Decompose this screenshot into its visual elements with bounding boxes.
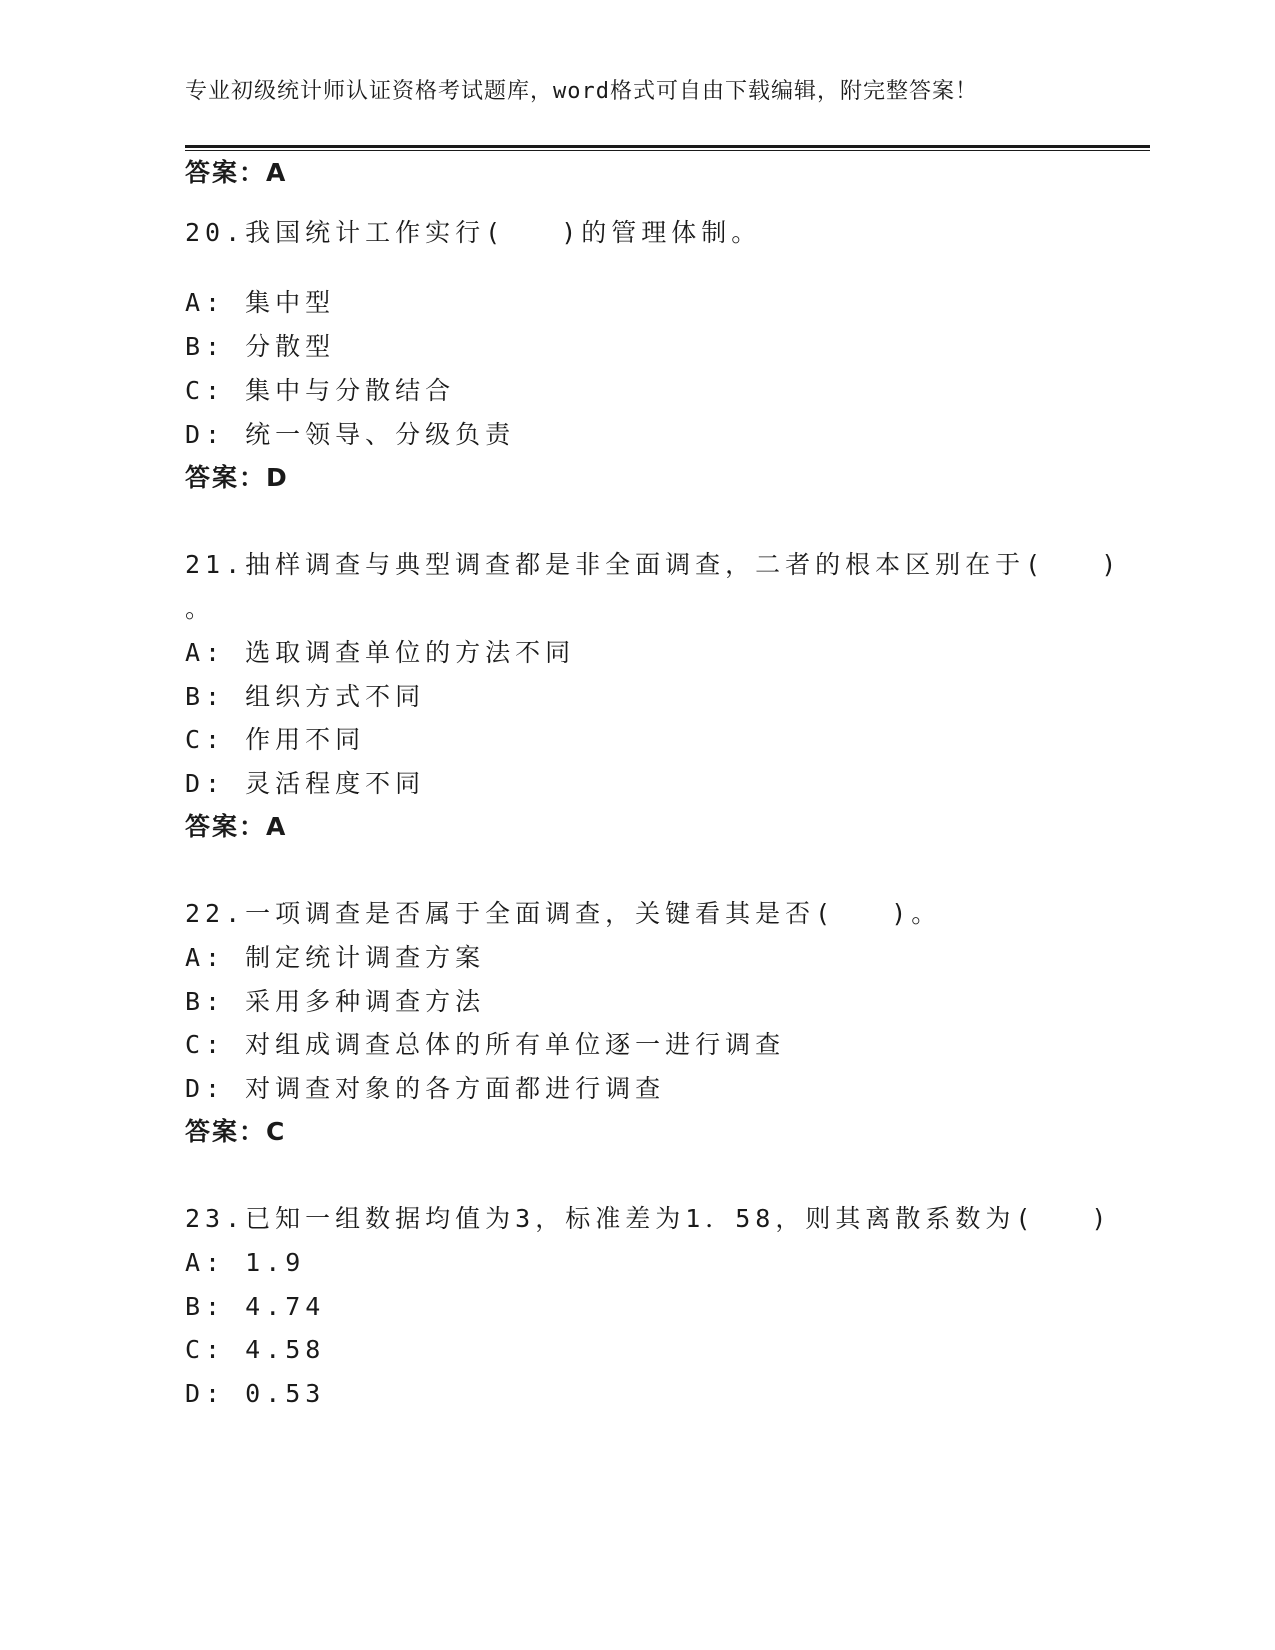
question-stem-start: 20.我国统计工作实行( [185, 218, 506, 247]
question-stem [185, 1206, 1111, 1231]
option-a: A: 制定统计调查方案 [185, 943, 486, 972]
question-stem-end: ) [1091, 1204, 1112, 1233]
option-a: A: 1.9 [185, 1248, 306, 1277]
option-b: B: 分散型 [185, 332, 336, 361]
answer-label: 答案：C [185, 1117, 287, 1146]
option-b: B: 采用多种调查方法 [185, 987, 486, 1016]
option-c: C: 作用不同 [185, 725, 366, 754]
option-d: D: 0.53 [185, 1379, 326, 1408]
option-c: C: 集中与分散结合 [185, 376, 456, 405]
question-stem [185, 220, 761, 245]
question-stem-wrap: 。 [185, 594, 216, 623]
option-c: C: 对组成调查总体的所有单位逐一进行调查 [185, 1030, 786, 1059]
question-stem [185, 552, 1121, 577]
question-stem-end: )的管理体制。 [561, 218, 762, 247]
option-a: A: 集中型 [185, 288, 336, 317]
answer-label: 答案：A [185, 812, 288, 841]
question-stem-end: )。 [891, 899, 942, 928]
option-d: D: 统一领导、分级负责 [185, 420, 516, 449]
option-d: D: 对调查对象的各方面都进行调查 [185, 1074, 666, 1103]
option-a: A: 选取调查单位的方法不同 [185, 638, 576, 667]
question-stem [185, 901, 941, 926]
page-header: 专业初级统计师认证资格考试题库，word格式可自由下载编辑，附完整答案！ [185, 79, 978, 104]
header-rule-thick [185, 145, 1150, 148]
option-b: B: 4.74 [185, 1292, 326, 1321]
header-rule-thin [185, 150, 1150, 151]
option-d: D: 灵活程度不同 [185, 769, 426, 798]
option-c: C: 4.58 [185, 1335, 326, 1364]
question-stem-end: ) [1101, 550, 1122, 579]
question-stem-start: 22.一项调查是否属于全面调查，关键看其是否( [185, 899, 836, 928]
answer-label: 答案：D [185, 463, 289, 492]
answer-label: 答案：A [185, 158, 288, 187]
question-stem-start: 23.已知一组数据均值为3，标准差为1．58，则其离散系数为( [185, 1204, 1036, 1233]
option-b: B: 组织方式不同 [185, 682, 426, 711]
question-stem-start: 21.抽样调查与典型调查都是非全面调查，二者的根本区别在于( [185, 550, 1046, 579]
